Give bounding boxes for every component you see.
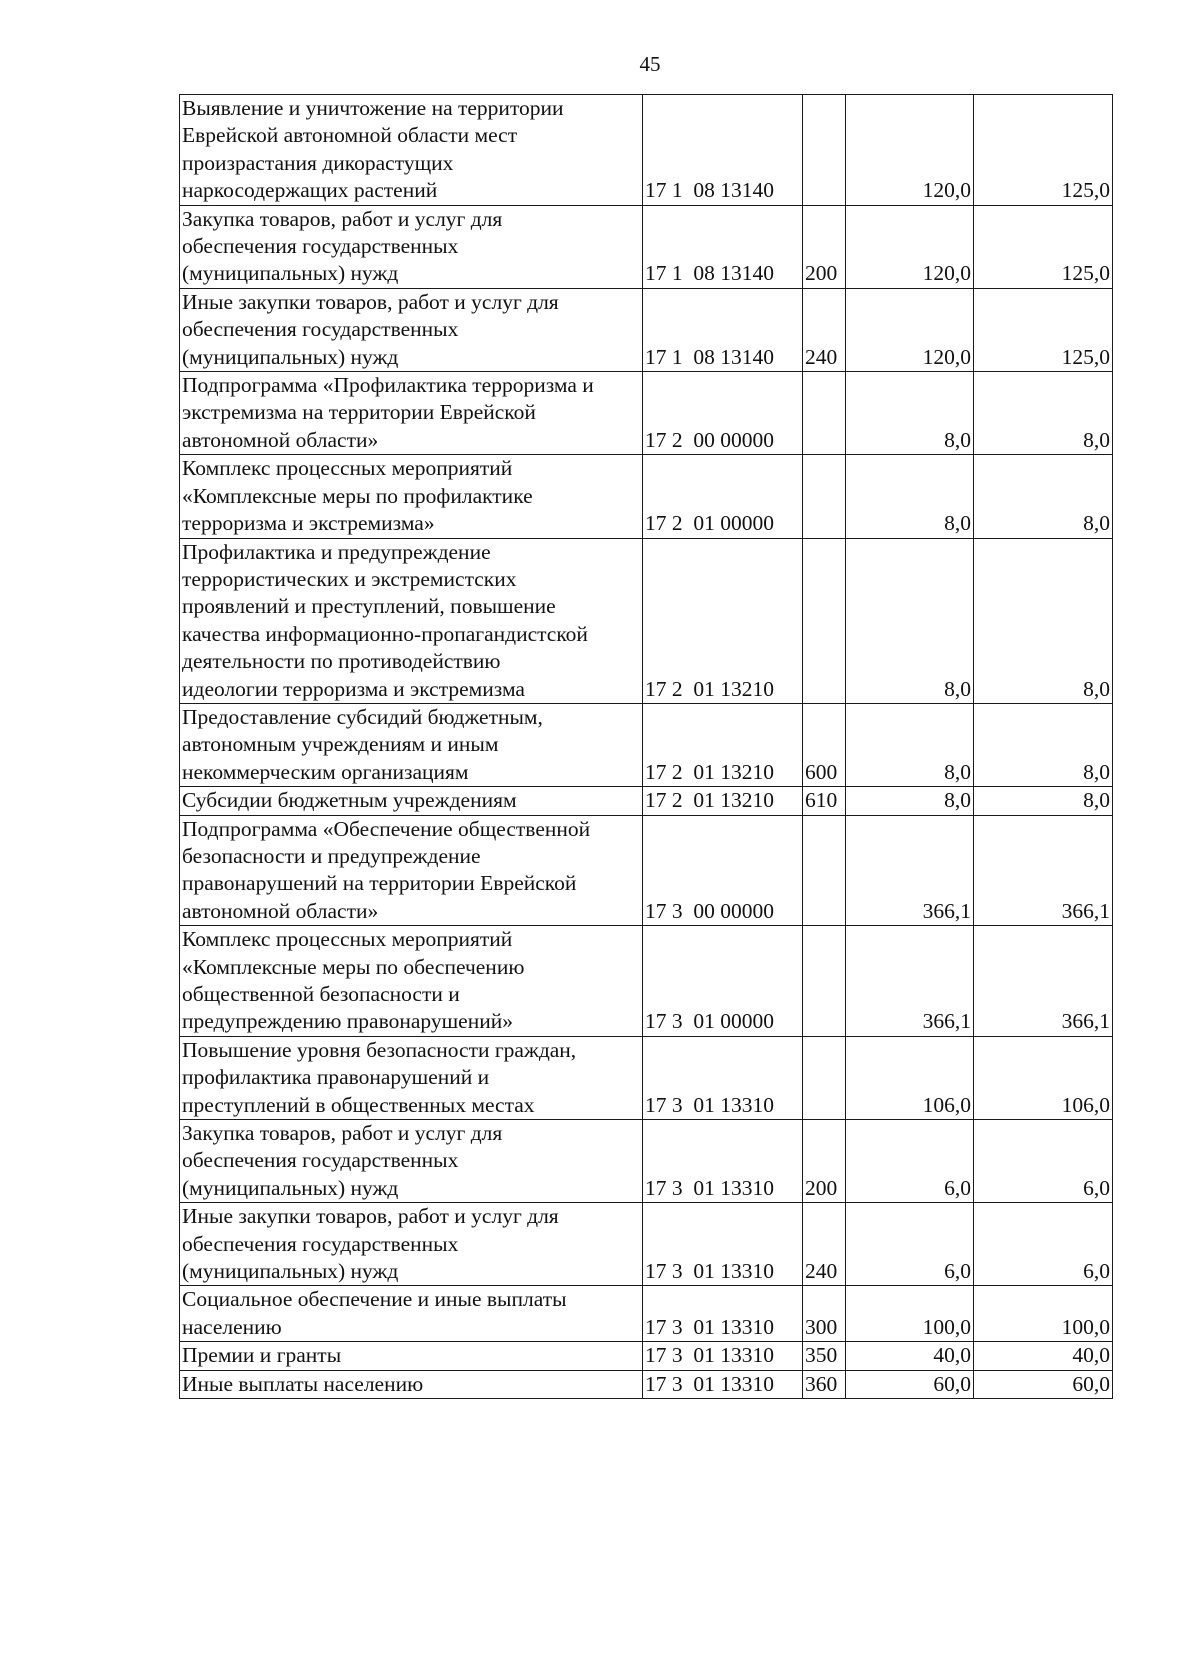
amount-year-2: 60,0	[974, 1370, 1113, 1398]
row-name-line: Закупка товаров, работ и услуг для	[182, 206, 503, 231]
table-row	[180, 1370, 1113, 1398]
target-article-code: 17 3 01 13310	[643, 1286, 803, 1342]
row-name-line: профилактика правонарушений и	[182, 1065, 490, 1090]
target-article-code: 17 3 01 00000	[643, 926, 803, 1037]
table-row	[180, 1120, 1113, 1203]
row-name-line: некоммерческим организациям	[182, 759, 469, 784]
row-name-line: Субсидии бюджетным учреждениям	[182, 788, 517, 813]
expense-type-code	[803, 538, 846, 703]
row-name-line: наркосодержащих растений	[182, 178, 438, 203]
row-name-line: правонарушений на территории Еврейской	[182, 871, 577, 896]
amount-year-2: 8,0	[974, 703, 1113, 786]
table-row	[180, 372, 1113, 455]
table-row	[180, 703, 1113, 786]
target-article-code: 17 1 08 13140	[643, 288, 803, 371]
target-article-code: 17 2 01 13210	[643, 538, 803, 703]
row-name-cell	[180, 95, 643, 206]
row-name-cell	[180, 455, 643, 538]
amount-year-2: 8,0	[974, 372, 1113, 455]
target-article-code: 17 3 01 13310	[643, 1342, 803, 1370]
target-article-code: 17 3 01 13310	[643, 1203, 803, 1286]
amount-year-1: 120,0	[846, 95, 974, 206]
row-name-cell	[180, 703, 643, 786]
amount-year-2: 100,0	[974, 1286, 1113, 1342]
table-row	[180, 1036, 1113, 1119]
amount-year-2: 125,0	[974, 205, 1113, 288]
row-name-cell	[180, 926, 643, 1037]
expense-type-code	[803, 372, 846, 455]
target-article-code: 17 3 01 13310	[643, 1120, 803, 1203]
target-article-code: 17 3 00 00000	[643, 815, 803, 926]
target-article-code: 17 1 08 13140	[643, 95, 803, 206]
row-name-line: Премии и гранты	[182, 1343, 342, 1368]
budget-table-body	[180, 95, 1113, 1399]
row-name-line: Выявление и уничтожение на территории	[182, 96, 564, 120]
amount-year-1: 366,1	[846, 926, 974, 1037]
row-name-line: (муниципальных) нужд	[182, 261, 399, 286]
row-name-line: Иные закупки товаров, работ и услуг для	[182, 1204, 559, 1229]
amount-year-1: 8,0	[846, 455, 974, 538]
table-row	[180, 787, 1113, 815]
expense-type-code	[803, 926, 846, 1037]
expense-type-code: 360	[803, 1370, 846, 1398]
row-name-line: «Комплексные меры по профилактике	[182, 483, 533, 508]
row-name-cell	[180, 538, 643, 703]
amount-year-1: 120,0	[846, 205, 974, 288]
row-name-cell	[180, 372, 643, 455]
table-row	[180, 205, 1113, 288]
amount-year-1: 8,0	[846, 372, 974, 455]
row-name-line: (муниципальных) нужд	[182, 344, 399, 369]
row-name-line: общественной безопасности и	[182, 982, 460, 1006]
row-name-cell	[180, 815, 643, 926]
row-name-line: автономной области»	[182, 427, 379, 452]
page-number: 45	[639, 52, 661, 76]
row-name-line: идеологии терроризма и экстремизма	[182, 676, 525, 701]
amount-year-2: 125,0	[974, 95, 1113, 206]
row-name-line: преступлений в общественных местах	[182, 1092, 535, 1117]
row-name-line: обеспечения государственных	[182, 1231, 459, 1256]
amount-year-2: 8,0	[974, 538, 1113, 703]
row-name-line: автономной области»	[182, 898, 379, 923]
amount-year-1: 40,0	[846, 1342, 974, 1370]
row-name-cell	[180, 1120, 643, 1203]
row-name-line: терроризма и экстремизма»	[182, 511, 435, 536]
table-row	[180, 1203, 1113, 1286]
expense-type-code: 300	[803, 1286, 846, 1342]
row-name-line: обеспечения государственных	[182, 234, 459, 259]
amount-year-1: 366,1	[846, 815, 974, 926]
table-row	[180, 288, 1113, 371]
row-name-cell	[180, 787, 643, 815]
row-name-line: Подпрограмма «Профилактика терроризма и	[182, 373, 594, 398]
target-article-code: 17 2 01 00000	[643, 455, 803, 538]
row-name-cell	[180, 288, 643, 371]
amount-year-1: 8,0	[846, 538, 974, 703]
row-name-line: Повышение уровня безопасности граждан,	[182, 1037, 577, 1062]
row-name-cell	[180, 1036, 643, 1119]
row-name-line: Предоставление субсидий бюджетным,	[182, 704, 543, 729]
amount-year-2: 106,0	[974, 1036, 1113, 1119]
row-name-line: автономным учреждениям и иным	[182, 732, 499, 757]
expense-type-code: 200	[803, 1120, 846, 1203]
row-name-line: Профилактика и предупреждение	[182, 539, 491, 564]
row-name-line: Социальное обеспечение и иные выплаты	[182, 1287, 567, 1312]
target-article-code: 17 1 08 13140	[643, 205, 803, 288]
row-name-line: обеспечения государственных	[182, 1148, 459, 1173]
amount-year-2: 6,0	[974, 1120, 1113, 1203]
expense-type-code: 350	[803, 1342, 846, 1370]
amount-year-2: 6,0	[974, 1203, 1113, 1286]
row-name-line: (муниципальных) нужд	[182, 1259, 399, 1284]
row-name-cell	[180, 1342, 643, 1370]
target-article-code: 17 2 01 13210	[643, 703, 803, 786]
row-name-line: безопасности и предупреждение	[182, 843, 481, 868]
expense-type-code	[803, 815, 846, 926]
row-name-line: Еврейской автономной области мест	[182, 123, 518, 148]
budget-table	[179, 94, 1113, 1399]
row-name-cell	[180, 1370, 643, 1398]
expense-type-code: 610	[803, 787, 846, 815]
amount-year-1: 6,0	[846, 1203, 974, 1286]
expense-type-code	[803, 95, 846, 206]
amount-year-1: 100,0	[846, 1286, 974, 1342]
target-article-code: 17 2 00 00000	[643, 372, 803, 455]
row-name-line: населению	[182, 1314, 282, 1339]
amount-year-2: 40,0	[974, 1342, 1113, 1370]
row-name-line: проявлений и преступлений, повышение	[182, 594, 556, 619]
table-row	[180, 815, 1113, 926]
amount-year-2: 366,1	[974, 926, 1113, 1037]
expense-type-code	[803, 1036, 846, 1119]
target-article-code: 17 3 01 13310	[643, 1370, 803, 1398]
amount-year-2: 8,0	[974, 787, 1113, 815]
amount-year-1: 60,0	[846, 1370, 974, 1398]
row-name-line: произрастания дикорастущих	[182, 150, 454, 175]
table-row	[180, 538, 1113, 703]
row-name-line: террористических и экстремистских	[182, 566, 517, 591]
table-row	[180, 455, 1113, 538]
row-name-line: Иные выплаты населению	[182, 1371, 424, 1396]
amount-year-1: 8,0	[846, 787, 974, 815]
amount-year-2: 125,0	[974, 288, 1113, 371]
amount-year-2: 366,1	[974, 815, 1113, 926]
table-row	[180, 926, 1113, 1037]
amount-year-1: 120,0	[846, 288, 974, 371]
row-name-cell	[180, 205, 643, 288]
target-article-code: 17 2 01 13210	[643, 787, 803, 815]
expense-type-code: 600	[803, 703, 846, 786]
row-name-line: (муниципальных) нужд	[182, 1175, 399, 1200]
row-name-line: деятельности по противодействию	[182, 649, 501, 674]
amount-year-1: 106,0	[846, 1036, 974, 1119]
row-name-line: качества информационно-пропагандистской	[182, 621, 588, 646]
amount-year-1: 8,0	[846, 703, 974, 786]
target-article-code: 17 3 01 13310	[643, 1036, 803, 1119]
expense-type-code: 240	[803, 1203, 846, 1286]
row-name-cell	[180, 1286, 643, 1342]
row-name-line: Иные закупки товаров, работ и услуг для	[182, 289, 559, 314]
row-name-line: Комплекс процессных мероприятий	[182, 456, 513, 481]
row-name-line: «Комплексные меры по обеспечению	[182, 954, 525, 979]
row-name-cell	[180, 1203, 643, 1286]
expense-type-code	[803, 455, 846, 538]
expense-type-code: 240	[803, 288, 846, 371]
row-name-line: экстремизма на территории Еврейской	[182, 400, 536, 425]
row-name-line: Закупка товаров, работ и услуг для	[182, 1121, 503, 1146]
row-name-line: Подпрограмма «Обеспечение общественной	[182, 816, 591, 841]
table-row	[180, 1286, 1113, 1342]
row-name-line: предупреждению правонарушений»	[182, 1009, 513, 1034]
row-name-line: обеспечения государственных	[182, 317, 459, 342]
row-name-line: Комплекс процессных мероприятий	[182, 927, 513, 952]
table-row	[180, 95, 1113, 206]
amount-year-2: 8,0	[974, 455, 1113, 538]
amount-year-1: 6,0	[846, 1120, 974, 1203]
table-row	[180, 1342, 1113, 1370]
expense-type-code: 200	[803, 205, 846, 288]
